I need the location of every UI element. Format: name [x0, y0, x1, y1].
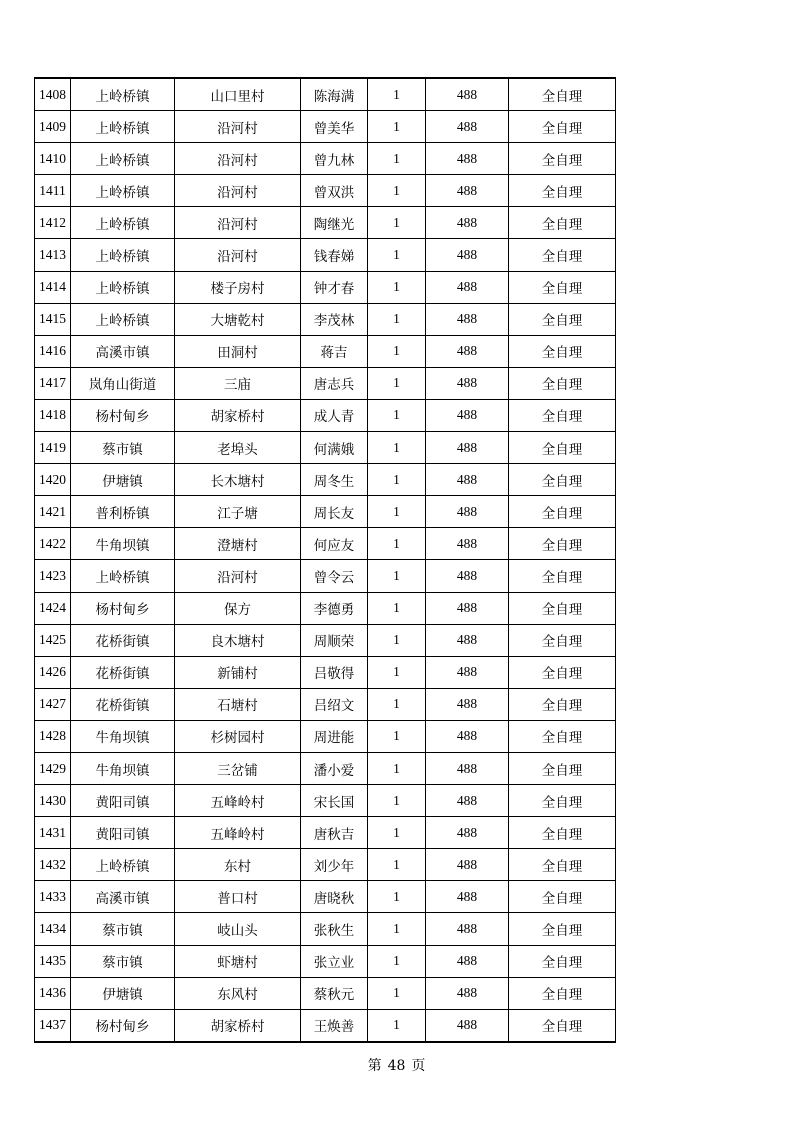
- care-type-cell: 全自理: [509, 1009, 616, 1042]
- serial-number-cell: 1416: [35, 335, 71, 367]
- village-cell: 沿河村: [175, 111, 301, 143]
- table-body: [35, 78, 616, 1042]
- table-row: [35, 528, 616, 560]
- village-cell: 三岔铺: [175, 752, 301, 784]
- care-type-cell: 全自理: [509, 560, 616, 592]
- name-cell: 唐晓秋: [301, 881, 368, 913]
- serial-number-cell: 1411: [35, 175, 71, 207]
- care-type-cell: 全自理: [509, 752, 616, 784]
- table-row: [35, 752, 616, 784]
- serial-number-cell: 1409: [35, 111, 71, 143]
- amount-cell: 488: [426, 592, 509, 624]
- table-row: [35, 624, 616, 656]
- township-cell: 牛角坝镇: [71, 720, 175, 752]
- serial-number-cell: 1412: [35, 207, 71, 239]
- table-row: [35, 1009, 616, 1042]
- serial-number-cell: 1436: [35, 977, 71, 1009]
- name-cell: 李茂林: [301, 303, 368, 335]
- amount-cell: 488: [426, 111, 509, 143]
- township-cell: 蔡市镇: [71, 945, 175, 977]
- amount-cell: 488: [426, 528, 509, 560]
- page-number: 48: [387, 1058, 406, 1074]
- care-type-cell: 全自理: [509, 881, 616, 913]
- serial-number-cell: 1435: [35, 945, 71, 977]
- amount-cell: 488: [426, 303, 509, 335]
- roster-table: [34, 77, 616, 1043]
- name-cell: 蔡秋元: [301, 977, 368, 1009]
- amount-cell: 488: [426, 560, 509, 592]
- name-cell: 周冬生: [301, 464, 368, 496]
- serial-number-cell: 1431: [35, 817, 71, 849]
- amount-cell: 488: [426, 143, 509, 175]
- serial-number-cell: 1430: [35, 785, 71, 817]
- township-cell: 上岭桥镇: [71, 78, 175, 111]
- serial-number-cell: 1413: [35, 239, 71, 271]
- name-cell: 曾美华: [301, 111, 368, 143]
- township-cell: 蔡市镇: [71, 913, 175, 945]
- amount-cell: 488: [426, 271, 509, 303]
- serial-number-cell: 1433: [35, 881, 71, 913]
- count-cell: 1: [368, 977, 426, 1009]
- name-cell: 宋长国: [301, 785, 368, 817]
- table-row: [35, 849, 616, 881]
- name-cell: 张秋生: [301, 913, 368, 945]
- amount-cell: 488: [426, 175, 509, 207]
- name-cell: 何满娥: [301, 432, 368, 464]
- township-cell: 上岭桥镇: [71, 239, 175, 271]
- name-cell: 唐秋吉: [301, 817, 368, 849]
- village-cell: 东村: [175, 849, 301, 881]
- village-cell: 良木塘村: [175, 624, 301, 656]
- table-row: [35, 399, 616, 431]
- care-type-cell: 全自理: [509, 688, 616, 720]
- care-type-cell: 全自理: [509, 977, 616, 1009]
- count-cell: 1: [368, 849, 426, 881]
- township-cell: 普利桥镇: [71, 496, 175, 528]
- amount-cell: 488: [426, 624, 509, 656]
- amount-cell: 488: [426, 656, 509, 688]
- serial-number-cell: 1423: [35, 560, 71, 592]
- township-cell: 岚角山街道: [71, 367, 175, 399]
- care-type-cell: 全自理: [509, 656, 616, 688]
- amount-cell: 488: [426, 367, 509, 399]
- table-row: [35, 111, 616, 143]
- name-cell: 曾令云: [301, 560, 368, 592]
- name-cell: 陶继光: [301, 207, 368, 239]
- township-cell: 花桥街镇: [71, 656, 175, 688]
- care-type-cell: 全自理: [509, 207, 616, 239]
- name-cell: 曾九林: [301, 143, 368, 175]
- serial-number-cell: 1418: [35, 399, 71, 431]
- count-cell: 1: [368, 303, 426, 335]
- count-cell: 1: [368, 656, 426, 688]
- name-cell: 何应友: [301, 528, 368, 560]
- village-cell: 石塘村: [175, 688, 301, 720]
- name-cell: 蒋吉: [301, 335, 368, 367]
- table-row: [35, 817, 616, 849]
- care-type-cell: 全自理: [509, 592, 616, 624]
- care-type-cell: 全自理: [509, 175, 616, 207]
- amount-cell: 488: [426, 817, 509, 849]
- township-cell: 上岭桥镇: [71, 303, 175, 335]
- township-cell: 花桥街镇: [71, 624, 175, 656]
- village-cell: 大塘乾村: [175, 303, 301, 335]
- township-cell: 杨村甸乡: [71, 592, 175, 624]
- care-type-cell: 全自理: [509, 720, 616, 752]
- amount-cell: 488: [426, 785, 509, 817]
- name-cell: 陈海满: [301, 78, 368, 111]
- table-row: [35, 335, 616, 367]
- count-cell: 1: [368, 175, 426, 207]
- township-cell: 蔡市镇: [71, 432, 175, 464]
- village-cell: 虾塘村: [175, 945, 301, 977]
- amount-cell: 488: [426, 464, 509, 496]
- table-row: [35, 239, 616, 271]
- township-cell: 牛角坝镇: [71, 752, 175, 784]
- village-cell: 三庙: [175, 367, 301, 399]
- count-cell: 1: [368, 78, 426, 111]
- township-cell: 上岭桥镇: [71, 849, 175, 881]
- village-cell: 胡家桥村: [175, 399, 301, 431]
- care-type-cell: 全自理: [509, 817, 616, 849]
- table-row: [35, 560, 616, 592]
- village-cell: 长木塘村: [175, 464, 301, 496]
- serial-number-cell: 1437: [35, 1009, 71, 1042]
- name-cell: 周进能: [301, 720, 368, 752]
- count-cell: 1: [368, 528, 426, 560]
- count-cell: 1: [368, 111, 426, 143]
- count-cell: 1: [368, 335, 426, 367]
- table-row: [35, 656, 616, 688]
- amount-cell: 488: [426, 399, 509, 431]
- care-type-cell: 全自理: [509, 78, 616, 111]
- serial-number-cell: 1419: [35, 432, 71, 464]
- table-row: [35, 78, 616, 111]
- village-cell: 新铺村: [175, 656, 301, 688]
- amount-cell: 488: [426, 752, 509, 784]
- table-row: [35, 785, 616, 817]
- count-cell: 1: [368, 207, 426, 239]
- village-cell: 老埠头: [175, 432, 301, 464]
- village-cell: 江子塘: [175, 496, 301, 528]
- township-cell: 上岭桥镇: [71, 207, 175, 239]
- amount-cell: 488: [426, 496, 509, 528]
- township-cell: 牛角坝镇: [71, 528, 175, 560]
- township-cell: 上岭桥镇: [71, 143, 175, 175]
- care-type-cell: 全自理: [509, 303, 616, 335]
- care-type-cell: 全自理: [509, 624, 616, 656]
- amount-cell: 488: [426, 1009, 509, 1042]
- village-cell: 沿河村: [175, 239, 301, 271]
- township-cell: 伊塘镇: [71, 464, 175, 496]
- amount-cell: 488: [426, 78, 509, 111]
- serial-number-cell: 1414: [35, 271, 71, 303]
- village-cell: 沿河村: [175, 207, 301, 239]
- count-cell: 1: [368, 720, 426, 752]
- village-cell: 杉树园村: [175, 720, 301, 752]
- count-cell: 1: [368, 817, 426, 849]
- table-row: [35, 464, 616, 496]
- serial-number-cell: 1425: [35, 624, 71, 656]
- table-row: [35, 977, 616, 1009]
- table-row: [35, 367, 616, 399]
- count-cell: 1: [368, 143, 426, 175]
- serial-number-cell: 1426: [35, 656, 71, 688]
- serial-number-cell: 1424: [35, 592, 71, 624]
- amount-cell: 488: [426, 207, 509, 239]
- table-row: [35, 303, 616, 335]
- name-cell: 曾双洪: [301, 175, 368, 207]
- table-row: [35, 881, 616, 913]
- serial-number-cell: 1415: [35, 303, 71, 335]
- count-cell: 1: [368, 271, 426, 303]
- amount-cell: 488: [426, 239, 509, 271]
- village-cell: 沿河村: [175, 175, 301, 207]
- page-footer: [0, 1055, 793, 1075]
- count-cell: 1: [368, 752, 426, 784]
- serial-number-cell: 1420: [35, 464, 71, 496]
- amount-cell: 488: [426, 945, 509, 977]
- care-type-cell: 全自理: [509, 849, 616, 881]
- serial-number-cell: 1410: [35, 143, 71, 175]
- amount-cell: 488: [426, 688, 509, 720]
- page-prefix: 第: [367, 1058, 382, 1074]
- township-cell: 上岭桥镇: [71, 271, 175, 303]
- count-cell: 1: [368, 560, 426, 592]
- table-row: [35, 271, 616, 303]
- name-cell: 成人青: [301, 399, 368, 431]
- count-cell: 1: [368, 399, 426, 431]
- township-cell: 花桥街镇: [71, 688, 175, 720]
- village-cell: 沿河村: [175, 143, 301, 175]
- village-cell: 楼子房村: [175, 271, 301, 303]
- amount-cell: 488: [426, 881, 509, 913]
- table-row: [35, 496, 616, 528]
- name-cell: 刘少年: [301, 849, 368, 881]
- serial-number-cell: 1434: [35, 913, 71, 945]
- count-cell: 1: [368, 688, 426, 720]
- count-cell: 1: [368, 945, 426, 977]
- table-row: [35, 592, 616, 624]
- name-cell: 周长友: [301, 496, 368, 528]
- village-cell: 胡家桥村: [175, 1009, 301, 1042]
- serial-number-cell: 1421: [35, 496, 71, 528]
- care-type-cell: 全自理: [509, 528, 616, 560]
- count-cell: 1: [368, 432, 426, 464]
- count-cell: 1: [368, 592, 426, 624]
- table-row: [35, 175, 616, 207]
- serial-number-cell: 1428: [35, 720, 71, 752]
- table-row: [35, 945, 616, 977]
- amount-cell: 488: [426, 977, 509, 1009]
- village-cell: 山口里村: [175, 78, 301, 111]
- table-row: [35, 432, 616, 464]
- care-type-cell: 全自理: [509, 239, 616, 271]
- table-row: [35, 913, 616, 945]
- village-cell: 东风村: [175, 977, 301, 1009]
- township-cell: 黄阳司镇: [71, 817, 175, 849]
- name-cell: 唐志兵: [301, 367, 368, 399]
- care-type-cell: 全自理: [509, 271, 616, 303]
- township-cell: 杨村甸乡: [71, 1009, 175, 1042]
- table-row: [35, 143, 616, 175]
- roster-table-container: [34, 77, 616, 1043]
- name-cell: 张立业: [301, 945, 368, 977]
- township-cell: 高溪市镇: [71, 881, 175, 913]
- serial-number-cell: 1417: [35, 367, 71, 399]
- count-cell: 1: [368, 239, 426, 271]
- count-cell: 1: [368, 913, 426, 945]
- township-cell: 高溪市镇: [71, 335, 175, 367]
- name-cell: 钟才春: [301, 271, 368, 303]
- amount-cell: 488: [426, 335, 509, 367]
- amount-cell: 488: [426, 720, 509, 752]
- amount-cell: 488: [426, 849, 509, 881]
- serial-number-cell: 1427: [35, 688, 71, 720]
- amount-cell: 488: [426, 432, 509, 464]
- township-cell: 黄阳司镇: [71, 785, 175, 817]
- village-cell: 田洞村: [175, 335, 301, 367]
- township-cell: 上岭桥镇: [71, 111, 175, 143]
- name-cell: 潘小爱: [301, 752, 368, 784]
- township-cell: 伊塘镇: [71, 977, 175, 1009]
- amount-cell: 488: [426, 913, 509, 945]
- name-cell: 周顺荣: [301, 624, 368, 656]
- village-cell: 五峰岭村: [175, 785, 301, 817]
- care-type-cell: 全自理: [509, 464, 616, 496]
- care-type-cell: 全自理: [509, 399, 616, 431]
- village-cell: 五峰岭村: [175, 817, 301, 849]
- care-type-cell: 全自理: [509, 111, 616, 143]
- name-cell: 钱春娣: [301, 239, 368, 271]
- count-cell: 1: [368, 464, 426, 496]
- village-cell: 保方: [175, 592, 301, 624]
- name-cell: 李德勇: [301, 592, 368, 624]
- serial-number-cell: 1422: [35, 528, 71, 560]
- care-type-cell: 全自理: [509, 913, 616, 945]
- township-cell: 杨村甸乡: [71, 399, 175, 431]
- township-cell: 上岭桥镇: [71, 560, 175, 592]
- care-type-cell: 全自理: [509, 143, 616, 175]
- table-row: [35, 207, 616, 239]
- care-type-cell: 全自理: [509, 785, 616, 817]
- care-type-cell: 全自理: [509, 496, 616, 528]
- table-row: [35, 688, 616, 720]
- serial-number-cell: 1429: [35, 752, 71, 784]
- village-cell: 岐山头: [175, 913, 301, 945]
- care-type-cell: 全自理: [509, 367, 616, 399]
- count-cell: 1: [368, 785, 426, 817]
- name-cell: 王焕善: [301, 1009, 368, 1042]
- table-row: [35, 720, 616, 752]
- township-cell: 上岭桥镇: [71, 175, 175, 207]
- care-type-cell: 全自理: [509, 335, 616, 367]
- serial-number-cell: 1408: [35, 78, 71, 111]
- name-cell: 吕绍文: [301, 688, 368, 720]
- village-cell: 沿河村: [175, 560, 301, 592]
- count-cell: 1: [368, 881, 426, 913]
- care-type-cell: 全自理: [509, 945, 616, 977]
- count-cell: 1: [368, 496, 426, 528]
- count-cell: 1: [368, 367, 426, 399]
- village-cell: 普口村: [175, 881, 301, 913]
- name-cell: 吕敬得: [301, 656, 368, 688]
- page-suffix: 页: [411, 1058, 426, 1074]
- count-cell: 1: [368, 624, 426, 656]
- care-type-cell: 全自理: [509, 432, 616, 464]
- serial-number-cell: 1432: [35, 849, 71, 881]
- village-cell: 澄塘村: [175, 528, 301, 560]
- count-cell: 1: [368, 1009, 426, 1042]
